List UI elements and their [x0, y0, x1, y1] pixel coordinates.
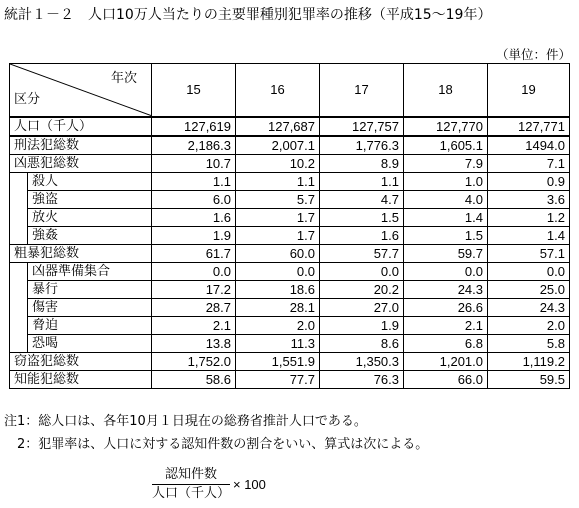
value-cell-17: 20.2: [320, 280, 404, 298]
value-cell-16: 1.7: [236, 226, 320, 244]
indent-spacer: [10, 334, 28, 352]
year-header-19: 19: [488, 64, 570, 117]
value-cell-16: 60.0: [236, 244, 320, 262]
indent-spacer: [10, 208, 28, 226]
value-cell-19: 1.4: [488, 226, 570, 244]
note-2: 2：犯罪率は、人口に対する認知件数の割合をいい、算式は次による。: [4, 437, 429, 452]
indent-spacer: [10, 298, 28, 316]
table-row: [10, 262, 570, 280]
value-cell-16: 2,007.1: [236, 136, 320, 155]
value-cell-15: 1.6: [152, 208, 236, 226]
value-cell-17: 1,776.3: [320, 136, 404, 155]
table-row: [10, 316, 570, 334]
row-label: 暴行: [28, 280, 152, 298]
value-cell-19: 0.0: [488, 262, 570, 280]
row-label: 粗暴犯総数: [10, 244, 152, 262]
value-cell-17: 1.9: [320, 316, 404, 334]
value-cell-19: 24.3: [488, 298, 570, 316]
value-cell-19: 57.1: [488, 244, 570, 262]
value-cell-17: 0.0: [320, 262, 404, 280]
value-cell-19: 25.0: [488, 280, 570, 298]
value-cell-18: 1,605.1: [404, 136, 488, 155]
indent-spacer: [10, 226, 28, 244]
row-label: 凶悪犯総数: [10, 154, 152, 172]
value-cell-18: 1.0: [404, 172, 488, 190]
row-label: 窃盗犯総数: [10, 352, 152, 370]
value-cell-17: 1.5: [320, 208, 404, 226]
table-row: [10, 226, 570, 244]
indent-spacer: [10, 316, 28, 334]
row-label: 殺人: [28, 172, 152, 190]
value-cell-19: 59.5: [488, 370, 570, 388]
value-cell-17: 127,757: [320, 117, 404, 136]
value-cell-15: 6.0: [152, 190, 236, 208]
value-cell-19: 1.2: [488, 208, 570, 226]
header-diagonal-cell: [10, 64, 152, 117]
value-cell-15: 13.8: [152, 334, 236, 352]
value-cell-17: 4.7: [320, 190, 404, 208]
value-cell-16: 1.1: [236, 172, 320, 190]
year-header-17: 17: [320, 64, 404, 117]
value-cell-17: 1.6: [320, 226, 404, 244]
value-cell-15: 2,186.3: [152, 136, 236, 155]
value-cell-18: 7.9: [404, 154, 488, 172]
row-label: 刑法犯総数: [10, 136, 152, 155]
value-cell-18: 24.3: [404, 280, 488, 298]
formula-numerator: 認知件数: [152, 466, 230, 485]
header-category-label: 区分: [14, 91, 41, 107]
value-cell-15: 0.0: [152, 262, 236, 280]
value-cell-18: 66.0: [404, 370, 488, 388]
value-cell-16: 5.7: [236, 190, 320, 208]
table-row: [10, 370, 570, 388]
table-row: [10, 117, 570, 136]
value-cell-17: 1,350.3: [320, 352, 404, 370]
note-1: 注1：総人口は、各年10月１日現在の総務省推計人口である。: [4, 414, 367, 429]
value-cell-17: 76.3: [320, 370, 404, 388]
value-cell-17: 57.7: [320, 244, 404, 262]
value-cell-15: 1.1: [152, 172, 236, 190]
value-cell-17: 1.1: [320, 172, 404, 190]
value-cell-19: 5.8: [488, 334, 570, 352]
table-row: [10, 280, 570, 298]
value-cell-15: 127,619: [152, 117, 236, 136]
value-cell-19: 1,119.2: [488, 352, 570, 370]
document-title: 統計１－２ 人口10万人当たりの主要罪種別犯罪率の推移（平成15～19年）: [4, 7, 492, 23]
value-cell-15: 1,752.0: [152, 352, 236, 370]
value-cell-17: 27.0: [320, 298, 404, 316]
value-cell-18: 59.7: [404, 244, 488, 262]
value-cell-16: 10.2: [236, 154, 320, 172]
value-cell-15: 2.1: [152, 316, 236, 334]
value-cell-19: 127,771: [488, 117, 570, 136]
value-cell-19: 7.1: [488, 154, 570, 172]
table-row: [10, 208, 570, 226]
table-row: [10, 334, 570, 352]
value-cell-19: 3.6: [488, 190, 570, 208]
value-cell-16: 0.0: [236, 262, 320, 280]
indent-spacer: [10, 172, 28, 190]
value-cell-16: 127,687: [236, 117, 320, 136]
value-cell-15: 61.7: [152, 244, 236, 262]
formula-fraction: [152, 466, 230, 503]
row-label: 凶器準備集合: [28, 262, 152, 280]
row-label: 強姦: [28, 226, 152, 244]
row-label: 脅迫: [28, 316, 152, 334]
value-cell-19: 2.0: [488, 316, 570, 334]
row-label: 知能犯総数: [10, 370, 152, 388]
value-cell-18: 0.0: [404, 262, 488, 280]
value-cell-18: 127,770: [404, 117, 488, 136]
table-header-row: [10, 64, 570, 117]
value-cell-18: 1.4: [404, 208, 488, 226]
table-row: [10, 136, 570, 155]
value-cell-15: 10.7: [152, 154, 236, 172]
formula-multiplier: × 100: [233, 477, 266, 492]
value-cell-17: 8.9: [320, 154, 404, 172]
value-cell-18: 4.0: [404, 190, 488, 208]
indent-spacer: [10, 262, 28, 280]
row-label: 恐喝: [28, 334, 152, 352]
unit-label: （単位：件）: [495, 47, 571, 62]
formula-denominator: 人口（千人）: [152, 486, 231, 501]
indent-spacer: [10, 190, 28, 208]
row-label: 傷害: [28, 298, 152, 316]
value-cell-18: 6.8: [404, 334, 488, 352]
table-row: [10, 352, 570, 370]
value-cell-18: 1,201.0: [404, 352, 488, 370]
indent-spacer: [10, 280, 28, 298]
table-row: [10, 172, 570, 190]
table-row: [10, 154, 570, 172]
year-header-16: 16: [236, 64, 320, 117]
value-cell-18: 26.6: [404, 298, 488, 316]
value-cell-18: 1.5: [404, 226, 488, 244]
value-cell-16: 18.6: [236, 280, 320, 298]
header-year-label: 年次: [110, 71, 137, 86]
row-label: 放火: [28, 208, 152, 226]
value-cell-15: 28.7: [152, 298, 236, 316]
value-cell-15: 1.9: [152, 226, 236, 244]
table-row: [10, 298, 570, 316]
value-cell-16: 28.1: [236, 298, 320, 316]
value-cell-15: 58.6: [152, 370, 236, 388]
value-cell-16: 1.7: [236, 208, 320, 226]
value-cell-17: 8.6: [320, 334, 404, 352]
value-cell-19: 1494.0: [488, 136, 570, 155]
value-cell-15: 17.2: [152, 280, 236, 298]
value-cell-18: 2.1: [404, 316, 488, 334]
value-cell-16: 11.3: [236, 334, 320, 352]
row-label: 人口（千人）: [10, 117, 152, 136]
table-row: [10, 190, 570, 208]
value-cell-16: 1,551.9: [236, 352, 320, 370]
year-header-15: 15: [152, 64, 236, 117]
year-header-18: 18: [404, 64, 488, 117]
value-cell-16: 77.7: [236, 370, 320, 388]
value-cell-19: 0.9: [488, 172, 570, 190]
table-row: [10, 244, 570, 262]
row-label: 強盗: [28, 190, 152, 208]
value-cell-16: 2.0: [236, 316, 320, 334]
crime-rate-table: [9, 63, 570, 389]
